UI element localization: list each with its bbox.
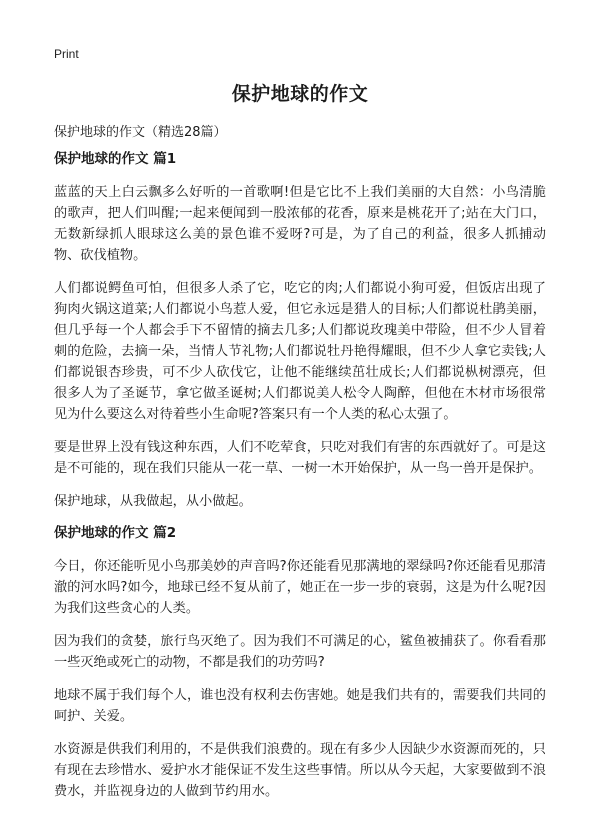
paragraph: 因为我们的贪婪，旅行鸟灭绝了。因为我们不可满足的心，鲨鱼被捕获了。你看看那一些灭绝或死亡的动物，不都是我们的功劳吗? bbox=[54, 634, 546, 670]
document-subtitle: 保护地球的作文（精选28篇） bbox=[54, 125, 227, 140]
section-heading: 保护地球的作文 篇2 bbox=[54, 525, 177, 541]
paragraph: 蓝蓝的天上白云飘多么好听的一首歌啊!但是它比不上我们美丽的大自然：小鸟清脆的歌声，把人们叫醒;一起来便闻到一股浓郁的花香，原来是桃花开了;站在大门口，无数新绿抓人眼球这么美的景色谁不爱呀?可是，为了自己的利益，很多人抓捕动物、砍伐植物。 bbox=[54, 185, 546, 263]
paragraph: 地球不属于我们每个人，谁也没有权利去伤害她。她是我们共有的，需要我们共同的呵护、关爱。 bbox=[54, 688, 546, 724]
paragraph: 今日，你还能听见小鸟那美妙的声音吗?你还能看见那满地的翠绿吗?你还能看见那清澈的河水吗?如今，地球已经不复从前了，她正在一步一步的衰弱，这是为什么呢?因为我们这些贪心的人类。 bbox=[54, 559, 546, 616]
paragraph: 要是世界上没有钱这种东西，人们不吃荤食，只吃对我们有害的东西就好了。可是这是不可能的，现在我们只能从一花一草、一树一木开始保护，从一鸟一兽开是保护。 bbox=[54, 440, 546, 476]
article-body bbox=[54, 150, 546, 814]
paragraph: 保护地球，从我做起，从小做起。 bbox=[54, 494, 252, 509]
print-link[interactable]: Print bbox=[54, 47, 79, 61]
paragraph: 水资源是供我们利用的，不是供我们浪费的。现在有多少人因缺少水资源而死的，只有现在去珍惜水、爱护水才能保证不发生这些事情。所以从今天起，大家要做到不浪费水，并监视身边的人做到节约用水。 bbox=[54, 742, 546, 799]
paragraph: 人们都说鳄鱼可怕，但很多人杀了它，吃它的肉;人们都说小狗可爱，但饭店出现了狗肉火锅这道菜;人们都说小鸟惹人爱，但它永远是猎人的目标;人们都说杜鹃美丽，但几乎每一个人都会手下不留情的摘去几多;人们都说玫瑰美中带险，但不少人冒着刺的危险，去摘一朵，当情人节礼物;人们都说牡丹艳得耀眼，但不少人拿它卖钱;人们都说银杏珍贵，可不少人砍伐它，让他不能继续茁壮成长;人们都说枞树漂亮，但很多人为了圣诞节，拿它做圣诞树;人们都说美人松令人陶醉，但他在木材市场很常见为什么要这么对待着些小生命呢?答案只有一个人类的私心太强了。 bbox=[54, 281, 546, 422]
section-heading: 保护地球的作文 篇1 bbox=[54, 151, 177, 167]
page-title: 保护地球的作文 bbox=[231, 83, 369, 105]
